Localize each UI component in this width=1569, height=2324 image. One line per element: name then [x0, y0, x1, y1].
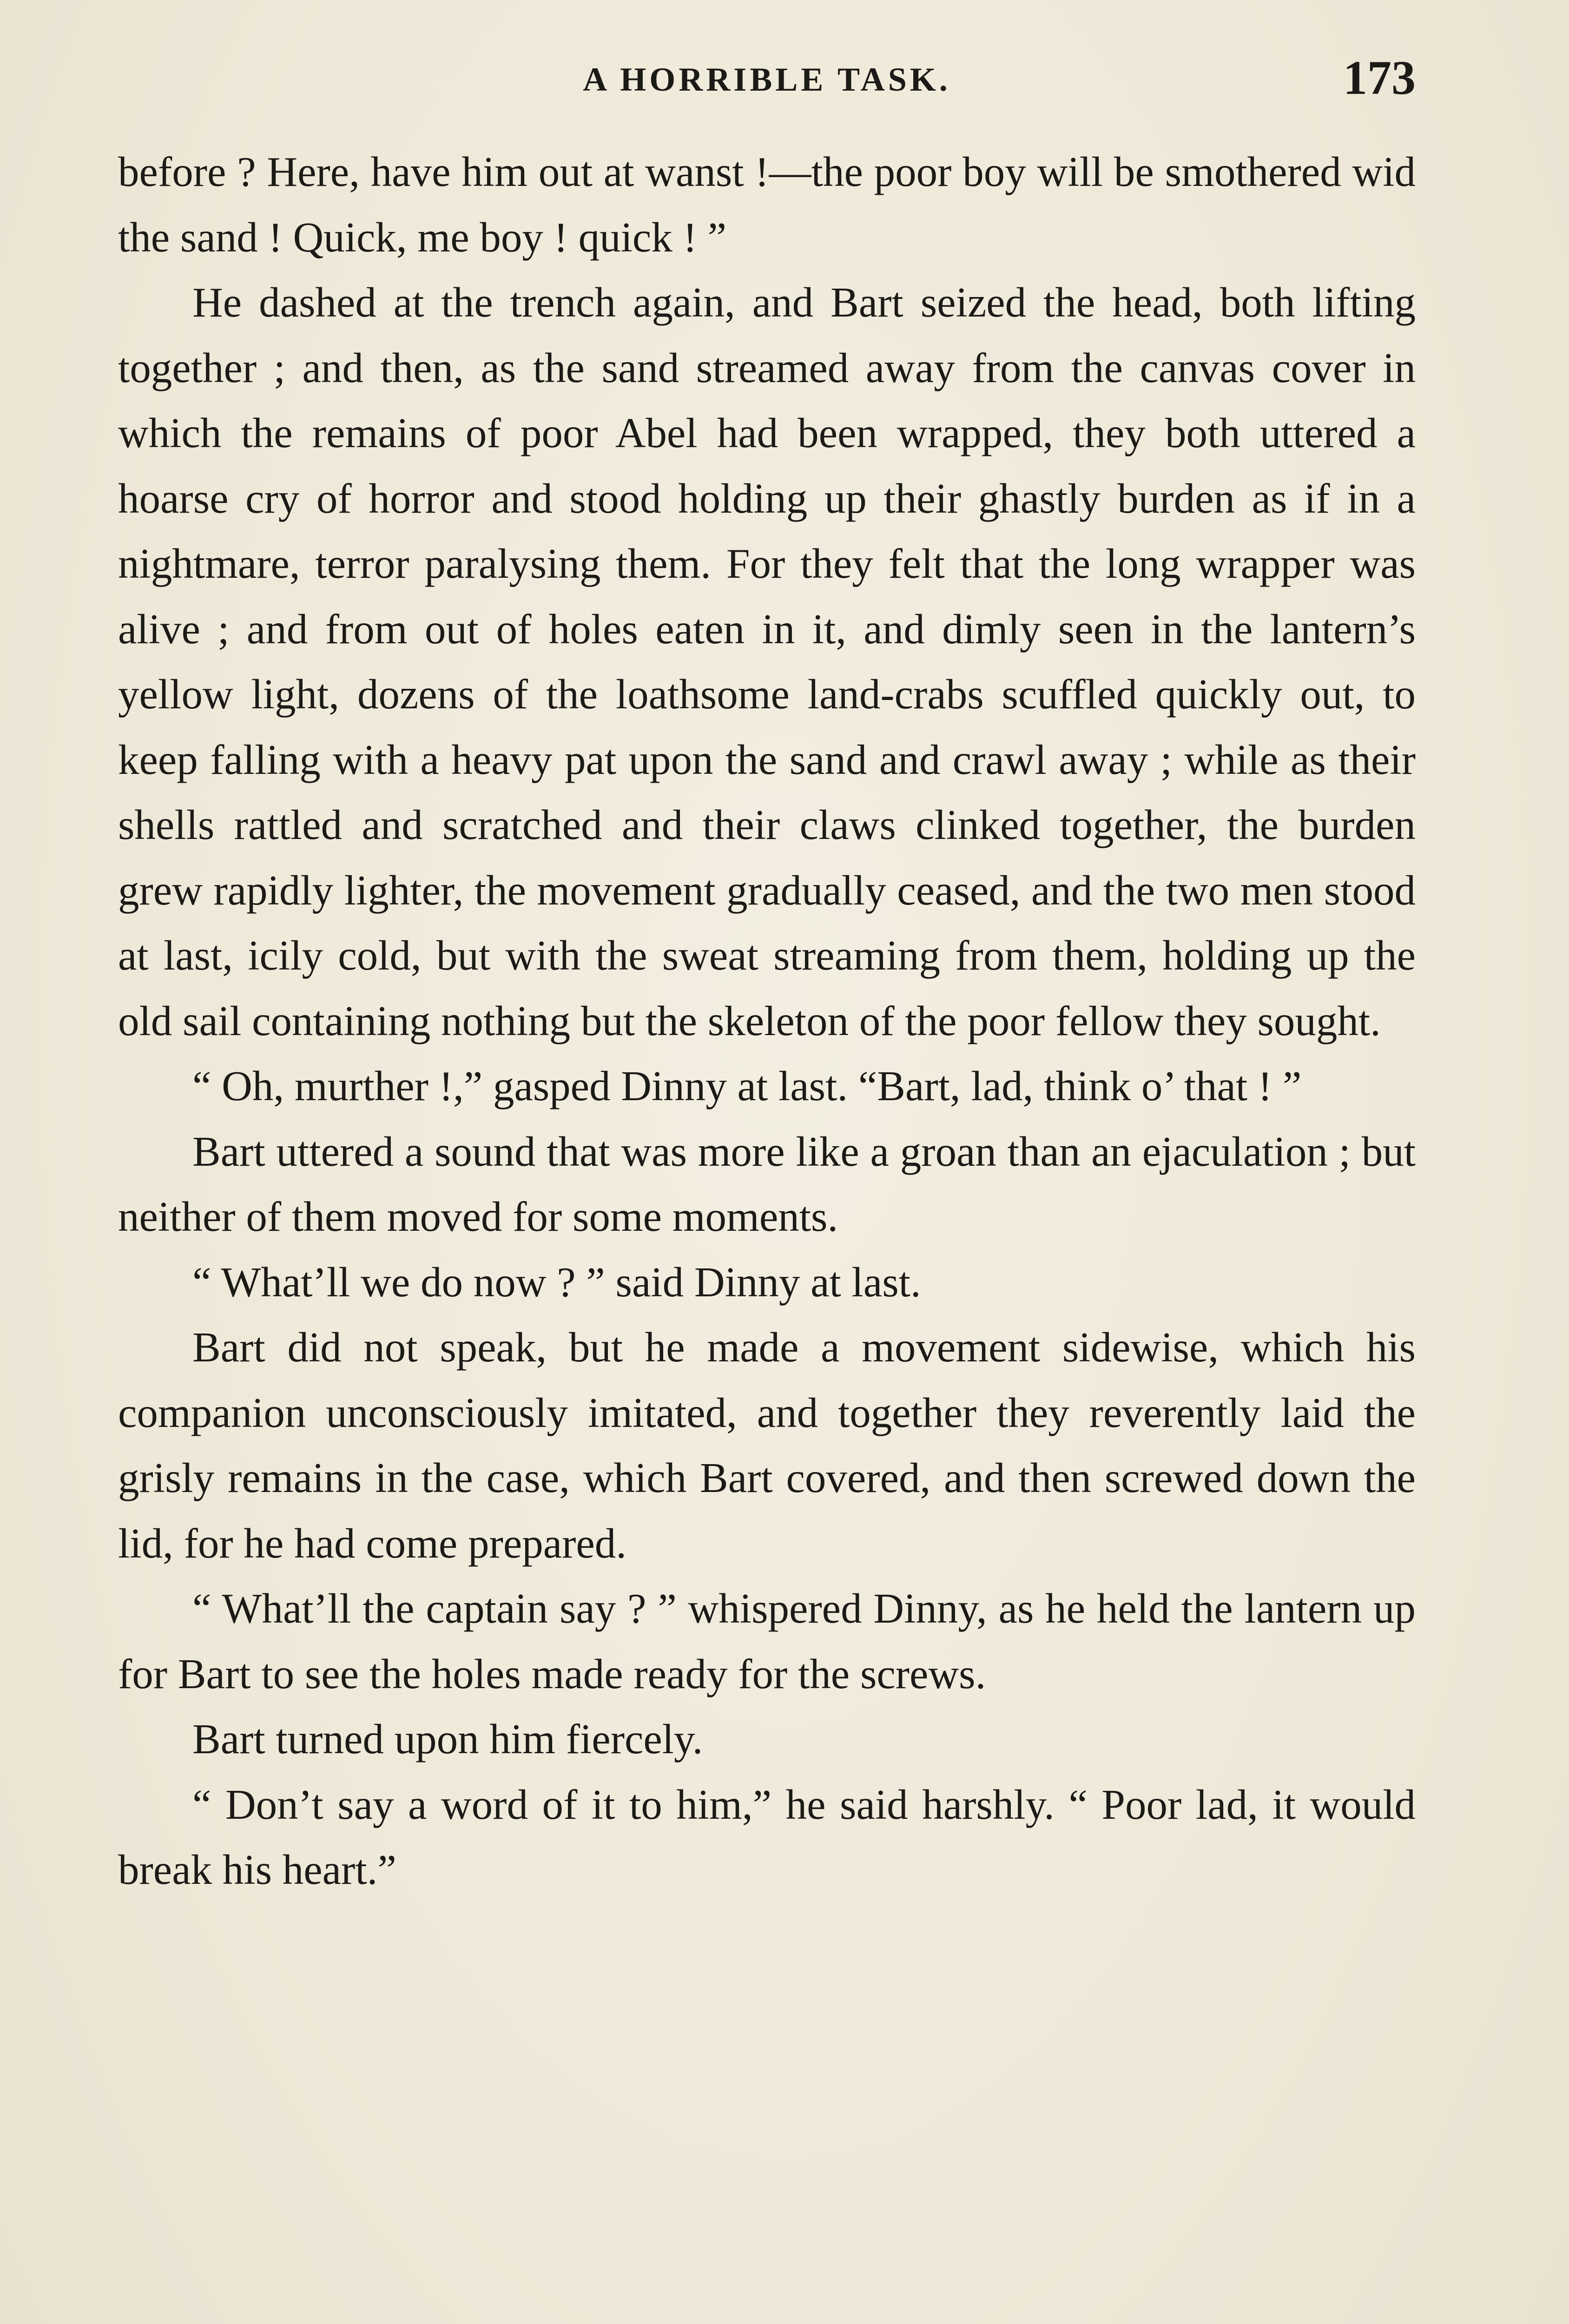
page-header — [118, 50, 1416, 111]
paragraph: Bart turned upon him fiercely. — [192, 1716, 703, 1763]
paragraph: “ What’ll the captain say ? ” whispered Dinny, as he held the lantern up for Bart to see the holes made ready for the screws. — [118, 1585, 1416, 1697]
paragraph: “ Don’t say a word of it to him,” he said harshly. “ Poor lad, it would break his heart.” — [118, 1781, 1416, 1893]
paragraph: He dashed at the trench again, and Bart seized the head, both lifting together ; and then, as the sand streamed away from the canvas cover in which the remains of poor Abel had been wrapped, they both uttered a hoarse cry of horror and stood holding up their ghastly burden as if in a nightmare, terror paralysing them. For they felt that the long wrapper was alive ; and from out of holes eaten in it, and dimly seen in the lantern’s yellow light, dozens of the loathsome land-crabs scuffled quickly out, to keep falling with a heavy pat upon the sand and crawl away ; while as their shells rattled and scratched and their claws clinked together, the burden grew rapidly lighter, the movement gradually ceased, and the two men stood at last, icily cold, but with the sweat streaming from them, holding up the old sail containing nothing but the skeleton of the poor fellow they sought. — [118, 279, 1416, 1044]
paragraph: Bart uttered a sound that was more like a groan than an ejaculation ; but neither of them moved for some moments. — [118, 1128, 1416, 1240]
page-number: 173 — [1343, 51, 1416, 105]
paragraph: “ What’ll we do now ? ” said Dinny at last. — [192, 1258, 921, 1306]
paragraph-continued: before ? Here, have him out at wanst !—the poor boy will be smothered wid the sand ! Quick, me boy ! quick ! ” — [118, 148, 1416, 261]
paragraph: Bart did not speak, but he made a movement sidewise, which his companion unconsciously imitated, and together they reverently laid the grisly remains in the case, which Bart covered, and then screwed down the lid, for he had come prepared. — [118, 1324, 1416, 1567]
paragraph: “ Oh, murther !,” gasped Dinny at last. “Bart, lad, think o’ that ! ” — [192, 1063, 1302, 1109]
running-title: A HORRIBLE TASK. — [583, 61, 951, 98]
body-text — [118, 139, 1416, 1903]
